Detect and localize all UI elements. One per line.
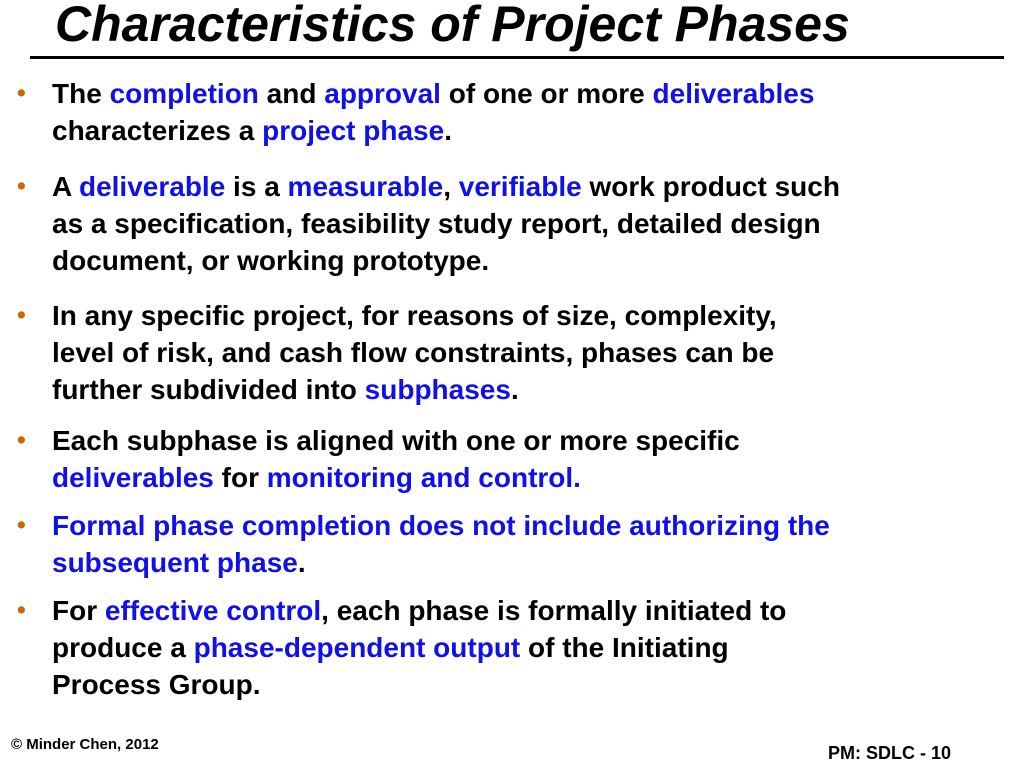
bullet-line bbox=[52, 544, 1014, 581]
bullet-line bbox=[52, 75, 1014, 112]
text-segment: In any specific project, for reasons of size, complexity, bbox=[52, 300, 777, 331]
bullet-line bbox=[52, 168, 1014, 205]
highlighted-term: deliverable bbox=[78, 171, 226, 202]
bullet-line bbox=[52, 666, 1014, 703]
text-segment: For bbox=[52, 595, 105, 626]
bullet-line bbox=[52, 459, 1014, 496]
title-underline bbox=[30, 56, 1004, 59]
highlighted-term: phase-dependent output bbox=[193, 632, 521, 663]
text-segment: of one or more bbox=[440, 78, 653, 109]
text-segment: work product such bbox=[581, 171, 840, 202]
text-segment: , bbox=[443, 171, 459, 202]
text-segment: document, or working prototype. bbox=[52, 245, 490, 276]
text-segment: produce a bbox=[52, 632, 194, 663]
bullet-text bbox=[52, 297, 1014, 408]
bullet-marker-icon: • bbox=[17, 596, 26, 624]
text-segment: as a specification, feasibility study report, detailed design bbox=[52, 208, 821, 239]
highlighted-term: effective control bbox=[104, 595, 322, 626]
highlighted-term: Formal phase completion does not include authorizing the bbox=[52, 510, 830, 541]
footer-page-label: PM: SDLC - 10 bbox=[828, 743, 952, 763]
bullet-line bbox=[52, 371, 1014, 408]
text-segment: . bbox=[297, 547, 306, 578]
footer-copyright: © Minder Chen, 2012 bbox=[11, 736, 159, 753]
text-segment: The bbox=[52, 78, 110, 109]
highlighted-term: project phase bbox=[262, 115, 445, 146]
text-segment: , each phase is formally initiated to bbox=[321, 595, 787, 626]
text-segment: is a bbox=[225, 171, 288, 202]
slide-title: Characteristics of Project Phases bbox=[55, 0, 850, 52]
text-segment: for bbox=[213, 462, 267, 493]
bullet-line bbox=[52, 422, 1014, 459]
bullet-line bbox=[52, 507, 1014, 544]
bullet-line bbox=[52, 112, 1014, 149]
highlighted-term: subphases bbox=[364, 374, 511, 405]
bullet-text bbox=[52, 592, 1014, 703]
highlighted-term: approval bbox=[324, 78, 441, 109]
bullet-marker-icon: • bbox=[17, 511, 26, 539]
bullet-text bbox=[52, 168, 1014, 279]
highlighted-term: monitoring and control. bbox=[266, 462, 581, 493]
bullet-marker-icon: • bbox=[17, 426, 26, 454]
bullet-line bbox=[52, 592, 1014, 629]
highlighted-term: subsequent phase bbox=[52, 547, 298, 578]
text-segment: and bbox=[258, 78, 325, 109]
text-segment: . bbox=[510, 374, 519, 405]
bullet-text bbox=[52, 507, 1014, 581]
bullet-text bbox=[52, 75, 1014, 149]
bullet-line bbox=[52, 629, 1014, 666]
bullet-line bbox=[52, 334, 1014, 371]
text-segment: further subdivided into bbox=[52, 374, 365, 405]
bullet-text bbox=[52, 422, 1014, 496]
text-segment: A bbox=[52, 171, 79, 202]
text-segment: Process Group. bbox=[52, 669, 261, 700]
text-segment: level of risk, and cash flow constraints, phases can be bbox=[52, 337, 775, 368]
text-segment: Each subphase is aligned with one or more specific bbox=[52, 425, 740, 456]
bullet-line bbox=[52, 205, 1014, 242]
highlighted-term: measurable bbox=[287, 171, 444, 202]
highlighted-term: deliverables bbox=[652, 78, 815, 109]
text-segment: . bbox=[444, 115, 452, 146]
text-segment: of the Initiating bbox=[520, 632, 729, 663]
highlighted-term: verifiable bbox=[458, 171, 582, 202]
bullet-marker-icon: • bbox=[17, 79, 26, 107]
highlighted-term: deliverables bbox=[52, 462, 214, 493]
text-segment: characterizes a bbox=[52, 115, 263, 146]
bullet-line bbox=[52, 297, 1014, 334]
highlighted-term: completion bbox=[109, 78, 259, 109]
bullet-marker-icon: • bbox=[17, 172, 26, 200]
bullet-marker-icon: • bbox=[17, 301, 26, 329]
bullet-line bbox=[52, 242, 1014, 279]
